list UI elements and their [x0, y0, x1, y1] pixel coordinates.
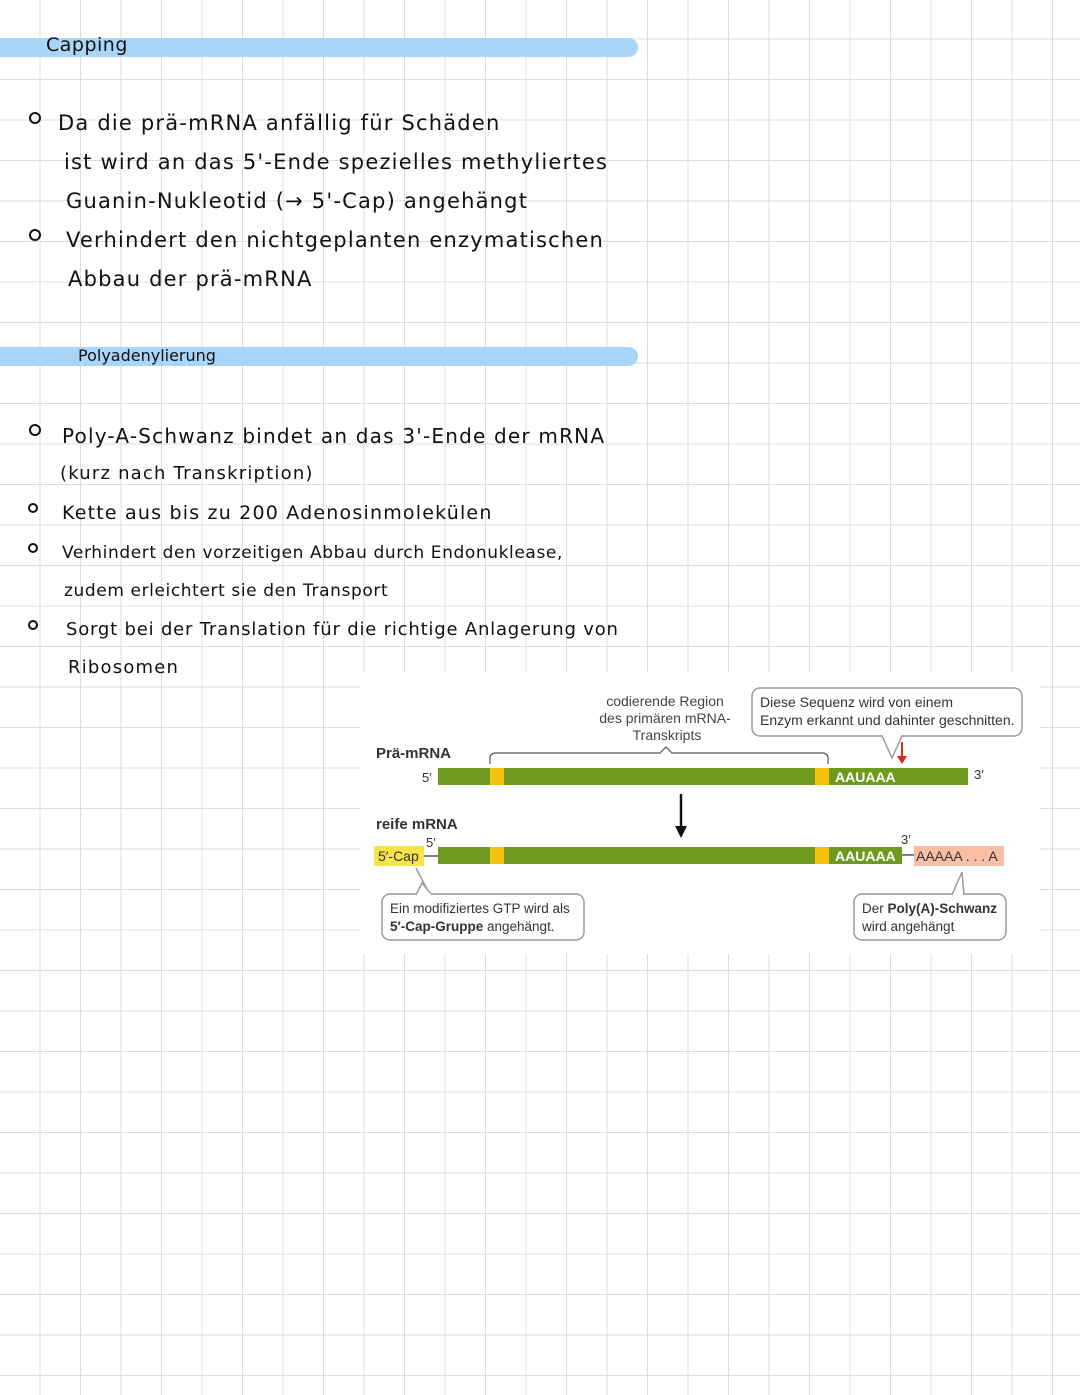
- mature-mrna-label: reife mRNA: [376, 816, 458, 833]
- tail-callout-bold: Poly(A)-Schwanz: [887, 901, 998, 916]
- mature-mrna-start-marker: [490, 847, 504, 864]
- tail-callout-prefix: Der: [862, 901, 888, 916]
- poly-bullet-3-line-2: zudem erleichtert sie den Transport: [64, 581, 389, 601]
- bullet-point: [29, 424, 41, 436]
- bullet-point: [28, 503, 38, 513]
- mature-mrna-strand: [438, 847, 902, 864]
- poly-bullet-4-line-2: Ribosomen: [68, 657, 180, 678]
- bullet-point: [28, 620, 38, 630]
- capping-bullet-1-line-2: ist wird an das 5'-Ende spezielles methyliertes: [64, 150, 609, 174]
- coding-region-label-2: des primären mRNA-: [599, 710, 731, 726]
- capping-bullet-2-line-2: Abbau der prä-mRNA: [68, 267, 313, 291]
- coding-region-brace: [490, 747, 828, 764]
- cap-callout-rest: angehängt.: [483, 919, 555, 934]
- capping-bullet-1-line-1: Da die prä-mRNA anfällig für Schäden: [58, 111, 501, 135]
- polyadenylierung-heading: Polyadenylierung: [78, 346, 216, 365]
- mature-mrna-5-prime: 5′: [426, 835, 436, 850]
- poly-bullet-2-line-1: Kette aus bis zu 200 Adenosinmolekülen: [62, 502, 493, 524]
- cap-label: 5′-Cap: [378, 848, 419, 864]
- enzyme-callout-line-1: Diese Sequenz wird von einem: [760, 694, 953, 710]
- coding-region-label-3: Transkripts: [632, 727, 702, 743]
- processing-arrowhead-icon: [675, 826, 687, 838]
- pre-mrna-5-prime: 5′: [422, 770, 432, 785]
- poly-bullet-4-line-1: Sorgt bei der Translation für die richtige Anlagerung von: [66, 619, 619, 640]
- tail-callout-line-1: [862, 901, 997, 916]
- bullet-point: [29, 112, 41, 124]
- capping-heading: Capping: [46, 34, 128, 56]
- pre-mrna-label: Prä-mRNA: [376, 745, 452, 762]
- mature-mrna-3-prime: 3′: [901, 832, 911, 847]
- bullet-point: [29, 229, 41, 241]
- mature-mrna-end-marker: [815, 847, 829, 864]
- enzyme-callout-pointer: [882, 736, 902, 758]
- poly-bullet-3-line-1: Verhindert den vorzeitigen Abbau durch Endonuklease,: [62, 543, 563, 563]
- capping-bullet-2-line-1: Verhindert den nichtgeplanten enzymatischen: [66, 228, 605, 252]
- enzyme-callout-line-2: Enzym erkannt und dahinter geschnitten.: [760, 712, 1015, 728]
- poly-bullet-1-line-2: (kurz nach Transkription): [60, 463, 314, 484]
- poly-a-tail-label: AAAAA . . . A: [916, 848, 998, 864]
- cap-callout-line-2: [390, 919, 555, 934]
- capping-bullet-1-line-3: Guanin-Nukleotid (→ 5'-Cap) angehängt: [66, 189, 529, 213]
- mrna-processing-diagram: [360, 672, 1040, 954]
- bullet-point: [28, 543, 38, 553]
- cap-callout-line-1: Ein modifiziertes GTP wird als: [390, 901, 570, 916]
- cleavage-arrowhead-icon: [897, 756, 907, 764]
- mrna-diagram-svg: [360, 672, 1040, 954]
- cap-callout-bold: 5′-Cap-Gruppe: [390, 919, 484, 934]
- pre-mrna-3-prime: 3′: [974, 767, 984, 782]
- pre-mrna-start-marker: [490, 768, 504, 785]
- pre-mrna-signal-sequence: AAUAAA: [835, 769, 896, 785]
- poly-bullet-1-line-1: Poly-A-Schwanz bindet an das 3'-Ende der mRNA: [62, 424, 606, 448]
- mature-mrna-signal-sequence: AAUAAA: [835, 848, 896, 864]
- tail-callout-line-2: wird angehängt: [862, 919, 955, 934]
- coding-region-label-1: codierende Region: [606, 693, 724, 709]
- pre-mrna-end-marker: [815, 768, 829, 785]
